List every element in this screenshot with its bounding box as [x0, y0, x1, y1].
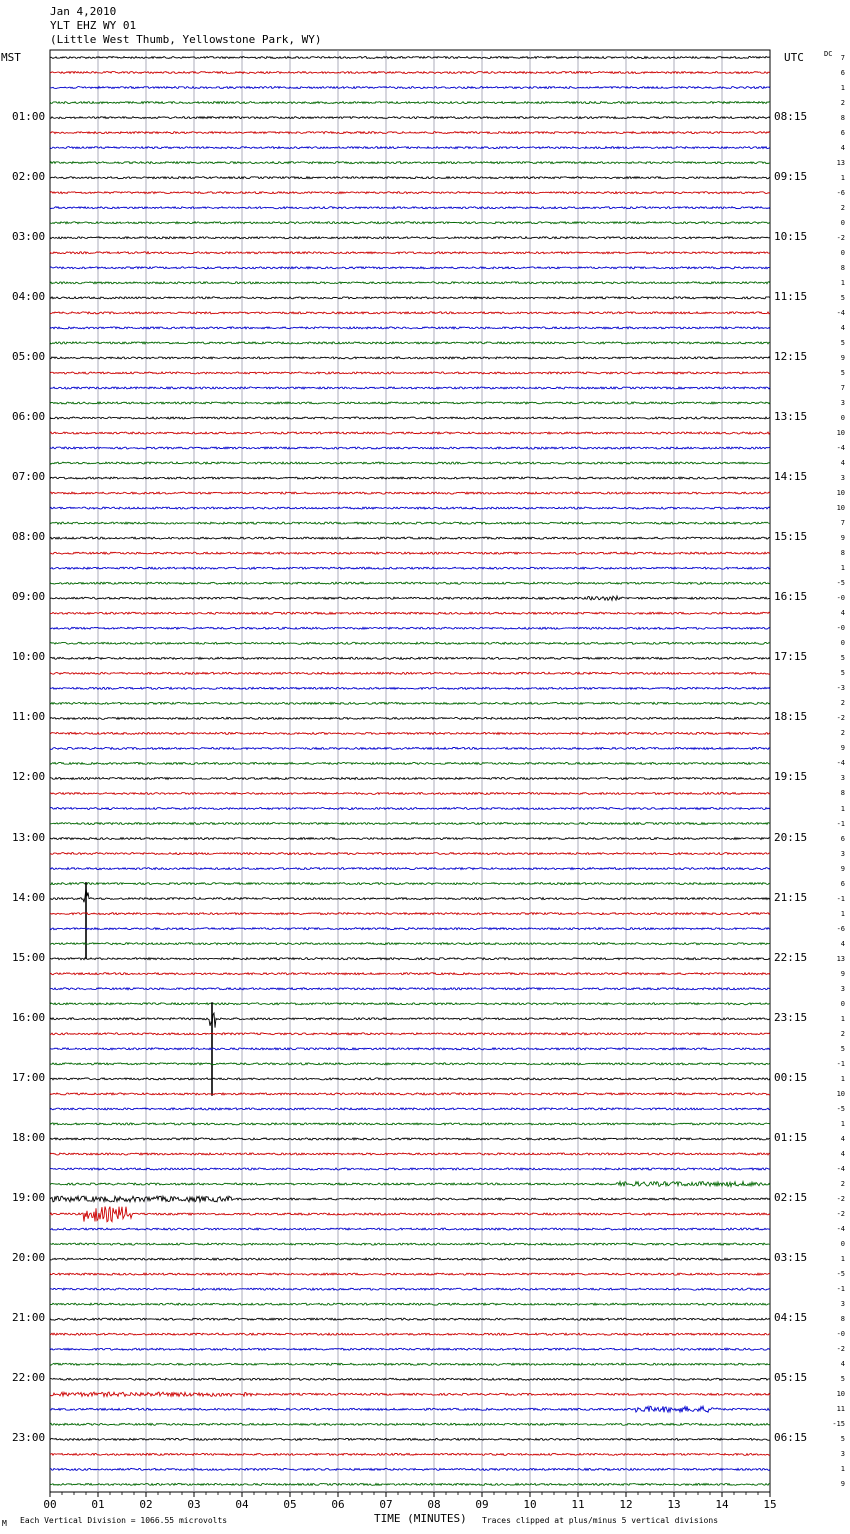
- hour-label-utc: 05:15: [774, 1371, 808, 1385]
- dc-offset: -2: [836, 1195, 845, 1204]
- trace-row: [50, 267, 770, 269]
- trace-row: [50, 687, 770, 689]
- dc-offset: -1: [836, 894, 845, 903]
- trace-row: [50, 477, 770, 479]
- dc-offset: -6: [836, 188, 845, 197]
- hour-label-local: 13:00: [12, 830, 46, 844]
- dc-offset: 8: [840, 549, 845, 558]
- dc-offset: 8: [840, 1315, 845, 1324]
- hour-label-utc: 01:15: [774, 1130, 808, 1144]
- trace-row: [50, 1453, 770, 1455]
- dc-offset: 1: [840, 1465, 845, 1474]
- trace-row: [50, 522, 770, 524]
- dc-offset: -2: [836, 714, 845, 723]
- trace-row: [50, 1003, 770, 1005]
- dc-header: DC: [824, 50, 833, 58]
- dc-offset: -2: [836, 233, 845, 242]
- station-location: (Little West Thumb, Yellowstone Park, WY): [50, 33, 322, 46]
- x-tick-label: 13: [667, 1498, 681, 1511]
- trace-row: [50, 1363, 770, 1365]
- trace-row: [50, 537, 770, 539]
- trace-row: [50, 57, 770, 59]
- hour-label-utc: 15:15: [774, 530, 808, 544]
- dc-offset: 3: [840, 984, 845, 993]
- trace-row: [50, 1013, 770, 1028]
- dc-offset: 4: [840, 323, 845, 332]
- dc-offset: 4: [840, 1134, 845, 1143]
- trace-row: [50, 132, 770, 134]
- trace-row: [50, 1423, 770, 1425]
- trace-row: [50, 552, 770, 554]
- trace-row: [50, 883, 770, 885]
- dc-offset: 4: [840, 1360, 845, 1369]
- trace-row: [50, 147, 770, 149]
- hour-label-utc: 00:15: [774, 1070, 808, 1084]
- dc-offset: -1: [836, 1059, 845, 1068]
- dc-offset: 5: [840, 654, 845, 663]
- dc-offset: 7: [840, 53, 845, 62]
- trace-row: [50, 342, 770, 344]
- hour-label-utc: 06:15: [774, 1431, 808, 1445]
- dc-offset: 0: [840, 639, 845, 648]
- hour-label-local: 08:00: [12, 530, 46, 544]
- hour-label-utc: 17:15: [774, 650, 808, 664]
- x-tick-label: 14: [715, 1498, 729, 1511]
- dc-offset: -2: [836, 1345, 845, 1354]
- dc-offset: 3: [840, 1300, 845, 1309]
- dc-offset: 4: [840, 609, 845, 618]
- trace-row: [50, 1258, 770, 1260]
- dc-offset: 3: [840, 774, 845, 783]
- trace-row: [50, 447, 770, 449]
- dc-offset: 1: [840, 909, 845, 918]
- dc-offset: 6: [840, 128, 845, 137]
- trace-row: [50, 297, 770, 299]
- dc-offset: 1: [840, 173, 845, 182]
- x-axis-label: TIME (MINUTES): [374, 1512, 467, 1525]
- dc-offset: 5: [840, 1044, 845, 1053]
- clip-note: Traces clipped at plus/minus 5 vertical divisions: [482, 1516, 719, 1525]
- dc-offset: 2: [840, 1180, 845, 1188]
- x-tick-label: 00: [43, 1498, 57, 1511]
- hour-label-local: 19:00: [12, 1191, 46, 1205]
- hour-label-utc: 20:15: [774, 830, 808, 844]
- dc-offset: 9: [840, 969, 845, 978]
- trace-row: [50, 762, 770, 764]
- trace-row: [50, 1196, 770, 1202]
- trace-row: [50, 1273, 770, 1275]
- trace-row: [50, 1182, 770, 1187]
- dc-offset: 1: [840, 804, 845, 813]
- trace-row: [50, 237, 770, 239]
- right-timezone-label: UTC: [784, 51, 804, 64]
- trace-row: [50, 1392, 770, 1396]
- trace-row: [50, 913, 770, 915]
- trace-row: [50, 1078, 770, 1080]
- hour-label-utc: 10:15: [774, 229, 808, 243]
- dc-offset: -4: [836, 1164, 845, 1173]
- dc-offset: -1: [836, 1285, 845, 1294]
- dc-offset: 1: [840, 1074, 845, 1083]
- hour-label-utc: 18:15: [774, 710, 808, 724]
- hour-label-local: 06:00: [12, 409, 46, 423]
- hour-label-local: 07:00: [12, 470, 46, 484]
- trace-row: [50, 507, 770, 509]
- dc-offset: -3: [836, 684, 845, 693]
- trace-row: [50, 973, 770, 975]
- trace-row: [50, 87, 770, 89]
- dc-offset: 5: [840, 368, 845, 377]
- dc-offset: -4: [836, 444, 845, 453]
- dc-offset: 1: [840, 564, 845, 573]
- trace-row: [50, 853, 770, 855]
- trace-row: [50, 1228, 770, 1230]
- hour-label-local: 18:00: [12, 1130, 46, 1144]
- dc-offset: 11: [836, 1405, 845, 1414]
- x-tick-label: 01: [91, 1498, 105, 1511]
- trace-row: [50, 1468, 770, 1470]
- dc-offset: 3: [840, 474, 845, 483]
- trace-row: [50, 432, 770, 434]
- trace-row: [50, 627, 770, 629]
- dc-offset: 0: [840, 999, 845, 1008]
- trace-row: [50, 402, 770, 404]
- trace-row: [50, 792, 770, 794]
- dc-offset: 9: [840, 744, 845, 753]
- trace-row: [50, 988, 770, 990]
- trace-row: [50, 492, 770, 494]
- x-tick-label: 03: [187, 1498, 201, 1511]
- trace-row: [50, 1318, 770, 1320]
- trace-row: [50, 958, 770, 960]
- trace-row: [50, 1243, 770, 1245]
- x-tick-label: 12: [619, 1498, 633, 1511]
- dc-offset: 9: [840, 1480, 845, 1489]
- trace-row: [50, 117, 770, 119]
- dc-offset: 5: [840, 1375, 845, 1384]
- dc-offset: 2: [840, 699, 845, 708]
- trace-row: [50, 567, 770, 569]
- dc-offset: 10: [836, 489, 845, 498]
- hour-label-utc: 23:15: [774, 1010, 808, 1024]
- dc-offset: 1: [840, 278, 845, 287]
- hour-label-utc: 13:15: [774, 409, 808, 423]
- trace-row: [50, 1048, 770, 1050]
- hour-label-local: 04:00: [12, 289, 46, 303]
- trace-row: [50, 1348, 770, 1350]
- dc-offset: 0: [840, 1240, 845, 1249]
- dc-offset: 2: [840, 98, 845, 107]
- trace-row: [50, 642, 770, 644]
- trace-row: [50, 207, 770, 209]
- dc-offset: 4: [840, 459, 845, 468]
- hour-label-utc: 11:15: [774, 289, 808, 303]
- dc-offset: 5: [840, 338, 845, 347]
- hour-label-local: 14:00: [12, 890, 46, 904]
- trace-row: [50, 1063, 770, 1065]
- dc-offset: -5: [836, 1270, 845, 1279]
- dc-offset: 10: [836, 1390, 845, 1399]
- dc-offset: 2: [840, 729, 845, 738]
- hour-label-local: 23:00: [12, 1431, 46, 1445]
- hour-label-local: 12:00: [12, 770, 46, 784]
- hour-label-utc: 08:15: [774, 109, 808, 123]
- trace-row: [50, 372, 770, 374]
- dc-offset: 0: [840, 248, 845, 257]
- dc-offset: 10: [836, 504, 845, 513]
- dc-offset: 6: [840, 834, 845, 843]
- trace-row: [50, 1153, 770, 1155]
- hour-label-utc: 22:15: [774, 950, 808, 964]
- dc-offset: 3: [840, 1450, 845, 1459]
- dc-offset: 5: [840, 1435, 845, 1444]
- trace-row: [50, 1168, 770, 1170]
- x-tick-label: 04: [235, 1498, 249, 1511]
- dc-offset: 2: [840, 203, 845, 212]
- station-code: YLT EHZ WY 01: [50, 19, 137, 32]
- x-tick-label: 08: [427, 1498, 441, 1511]
- trace-row: [50, 462, 770, 464]
- trace-row: [50, 808, 770, 810]
- trace-row: [50, 327, 770, 329]
- dc-offset: 7: [840, 519, 845, 528]
- hour-label-local: 10:00: [12, 650, 46, 664]
- dc-offset: 0: [840, 413, 845, 422]
- dc-offset: 13: [836, 954, 845, 963]
- dc-offset: 0: [840, 218, 845, 227]
- trace-row: [50, 823, 770, 825]
- hour-label-local: 05:00: [12, 349, 46, 363]
- trace-row: [50, 1483, 770, 1485]
- dc-offset: 4: [840, 939, 845, 948]
- dc-offset: 7: [840, 383, 845, 392]
- trace-row: [50, 1033, 770, 1035]
- hour-label-local: 03:00: [12, 229, 46, 243]
- left-timezone-label: MST: [1, 51, 21, 64]
- dc-offset: -5: [836, 1104, 845, 1113]
- hour-label-local: 16:00: [12, 1010, 46, 1024]
- x-tick-label: 15: [763, 1498, 777, 1511]
- trace-row: [50, 777, 770, 779]
- dc-offset: 6: [840, 68, 845, 77]
- dc-offset: 1: [840, 1119, 845, 1128]
- trace-row: [50, 72, 770, 74]
- dc-offset: 6: [840, 879, 845, 888]
- footer-mark: M: [2, 1519, 7, 1528]
- hour-label-utc: 09:15: [774, 169, 808, 183]
- trace-row: [50, 1438, 770, 1440]
- hour-label-local: 09:00: [12, 590, 46, 604]
- trace-row: [50, 177, 770, 179]
- trace-row: [50, 312, 770, 314]
- hour-label-utc: 12:15: [774, 349, 808, 363]
- hour-label-local: 21:00: [12, 1311, 46, 1325]
- dc-offset: -4: [836, 759, 845, 768]
- dc-offset: -2: [836, 1210, 845, 1219]
- trace-row: [50, 888, 770, 902]
- trace-row: [50, 1288, 770, 1290]
- dc-offset: 10: [836, 429, 845, 437]
- dc-offset: 8: [840, 263, 845, 272]
- trace-row: [50, 672, 770, 674]
- x-tick-label: 09: [475, 1498, 489, 1511]
- hour-label-local: 15:00: [12, 950, 46, 964]
- dc-offset: 9: [840, 534, 845, 543]
- dc-offset: 10: [836, 1089, 845, 1098]
- trace-row: [50, 252, 770, 254]
- dc-offset: 9: [840, 864, 845, 873]
- hour-label-utc: 02:15: [774, 1191, 808, 1205]
- dc-offset: 4: [840, 143, 845, 152]
- trace-row: [50, 1333, 770, 1335]
- trace-row: [50, 1378, 770, 1380]
- dc-offset: 2: [840, 1029, 845, 1038]
- trace-row: [50, 1303, 770, 1305]
- trace-row: [50, 192, 770, 194]
- trace-row: [50, 582, 770, 584]
- trace-row: [50, 1093, 770, 1095]
- dc-offset: 1: [840, 1014, 845, 1023]
- trace-row: [50, 596, 770, 600]
- trace-row: [50, 1138, 770, 1140]
- trace-row: [50, 357, 770, 359]
- dc-offset: -4: [836, 308, 845, 317]
- dc-offset: -0: [836, 624, 845, 633]
- trace-row: [50, 1123, 770, 1125]
- hour-label-local: 11:00: [12, 710, 46, 724]
- trace-row: [50, 657, 770, 659]
- x-tick-label: 11: [571, 1498, 585, 1511]
- dc-offset: 3: [840, 849, 845, 858]
- dc-offset: -0: [836, 1330, 845, 1339]
- x-tick-label: 06: [331, 1498, 345, 1511]
- trace-row: [50, 1207, 770, 1222]
- trace-row: [50, 222, 770, 224]
- x-tick-label: 10: [523, 1498, 537, 1511]
- hour-label-utc: 16:15: [774, 590, 808, 604]
- dc-offset: 8: [840, 113, 845, 122]
- trace-row: [50, 102, 770, 104]
- hour-label-local: 17:00: [12, 1070, 46, 1084]
- trace-row: [50, 943, 770, 945]
- trace-row: [50, 612, 770, 614]
- dc-offset: 8: [840, 789, 845, 798]
- hour-label-local: 01:00: [12, 109, 46, 123]
- dc-offset: -15: [832, 1420, 845, 1429]
- hour-label-utc: 03:15: [774, 1251, 808, 1265]
- dc-offset: 1: [840, 83, 845, 92]
- dc-offset: 4: [840, 1149, 845, 1158]
- trace-row: [50, 928, 770, 930]
- hour-label-utc: 19:15: [774, 770, 808, 784]
- trace-row: [50, 702, 770, 704]
- dc-offset: -5: [836, 579, 845, 588]
- plot-frame: [50, 50, 770, 1492]
- trace-row: [50, 747, 770, 749]
- dc-offset: -6: [836, 924, 845, 933]
- hour-label-utc: 21:15: [774, 890, 808, 904]
- hour-label-local: 02:00: [12, 169, 46, 183]
- hour-label-utc: 14:15: [774, 470, 808, 484]
- dc-offset: -1: [836, 819, 845, 828]
- hour-label-local: 20:00: [12, 1251, 46, 1265]
- dc-offset: 9: [840, 353, 845, 362]
- hour-label-utc: 04:15: [774, 1311, 808, 1325]
- dc-offset: 1: [840, 1255, 845, 1264]
- trace-row: [50, 732, 770, 734]
- dc-offset: 5: [840, 669, 845, 678]
- helicorder-date: Jan 4,2010: [50, 5, 117, 18]
- trace-row: [50, 1108, 770, 1110]
- trace-row: [50, 387, 770, 389]
- trace-row: [50, 282, 770, 284]
- dc-offset: 5: [840, 293, 845, 302]
- dc-offset: -4: [836, 1225, 845, 1234]
- trace-row: [50, 868, 770, 870]
- trace-row: [50, 417, 770, 419]
- scale-note: Each Vertical Division = 1066.55 microvolts: [20, 1516, 228, 1525]
- dc-offset: 13: [836, 158, 845, 167]
- dc-offset: 3: [840, 398, 845, 407]
- x-tick-label: 07: [379, 1498, 393, 1511]
- hour-label-local: 22:00: [12, 1371, 46, 1385]
- trace-row: [50, 717, 770, 719]
- x-tick-label: 05: [283, 1498, 297, 1511]
- trace-row: [50, 1406, 770, 1412]
- trace-row: [50, 162, 770, 164]
- trace-row: [50, 838, 770, 840]
- x-tick-label: 02: [139, 1498, 153, 1511]
- dc-offset: -0: [836, 594, 845, 603]
